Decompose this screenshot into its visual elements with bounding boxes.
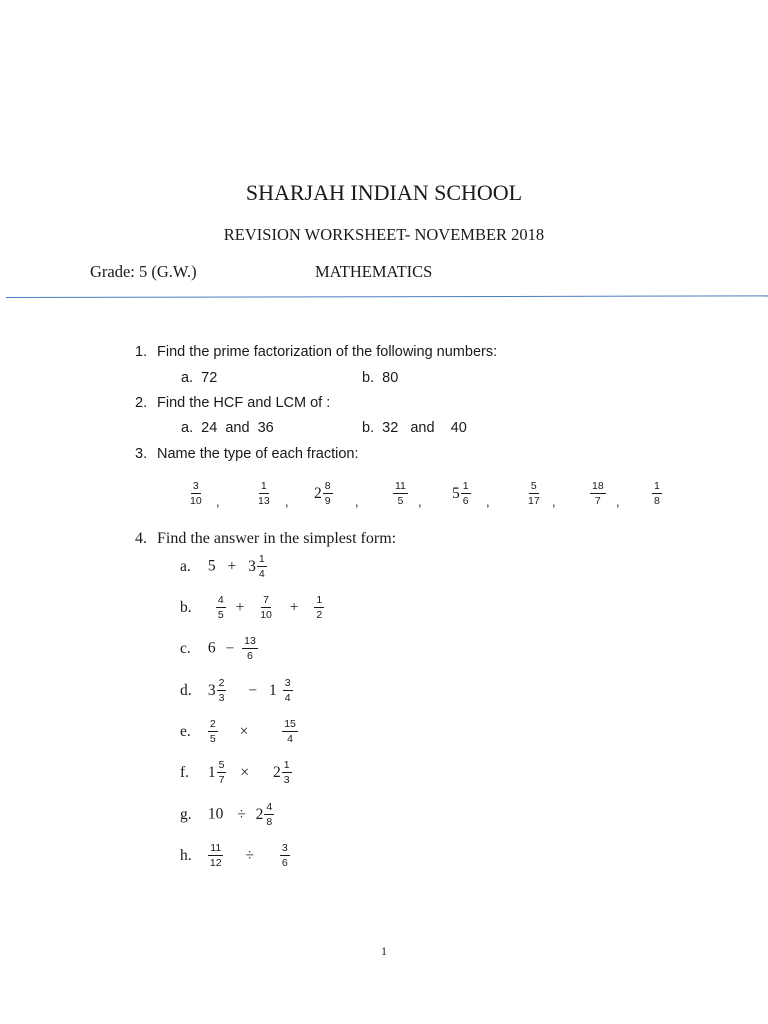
question-text: Find the prime factorization of the following numbers: bbox=[157, 344, 498, 360]
denominator: 10 bbox=[190, 495, 202, 508]
part-label: a. bbox=[181, 420, 194, 436]
whole-number: 1 bbox=[207, 763, 216, 781]
fraction bbox=[282, 759, 292, 786]
fraction-item bbox=[256, 480, 272, 507]
problem-label: a. bbox=[180, 557, 191, 575]
question-text: Find the HCF and LCM of : bbox=[157, 395, 331, 411]
whole-number: 1 bbox=[268, 681, 277, 699]
fraction bbox=[282, 718, 298, 745]
fraction bbox=[461, 480, 471, 507]
question-text: Name the type of each fraction: bbox=[157, 446, 359, 462]
comma-separator: , bbox=[216, 494, 220, 509]
question-2 bbox=[135, 395, 330, 411]
numerator: 1 bbox=[314, 594, 324, 608]
denominator: 13 bbox=[258, 495, 270, 508]
numerator: 1 bbox=[652, 480, 662, 494]
divide-operator: ÷ bbox=[237, 805, 246, 823]
numerator: 13 bbox=[242, 635, 258, 649]
fraction bbox=[242, 635, 258, 662]
numerator: 5 bbox=[217, 759, 227, 773]
problem-g bbox=[180, 801, 274, 828]
fraction bbox=[283, 677, 293, 704]
whole-number: 2 bbox=[272, 763, 281, 781]
denominator: 8 bbox=[266, 816, 273, 829]
denominator: 5 bbox=[209, 733, 216, 746]
numerator: 11 bbox=[393, 480, 408, 494]
fraction bbox=[258, 594, 274, 621]
numerator: 2 bbox=[217, 677, 227, 691]
numerator: 4 bbox=[216, 594, 226, 608]
operand: 10 bbox=[207, 805, 224, 823]
numerator: 2 bbox=[208, 718, 218, 732]
fraction-item bbox=[393, 480, 408, 507]
problem-label: h. bbox=[180, 846, 192, 864]
q2-part-b bbox=[362, 420, 467, 436]
fraction bbox=[208, 842, 224, 869]
q2-part-a bbox=[181, 420, 274, 436]
denominator: 3 bbox=[218, 692, 225, 705]
fraction bbox=[264, 801, 274, 828]
fraction bbox=[314, 594, 324, 621]
whole-number: 3 bbox=[248, 557, 256, 575]
denominator: 12 bbox=[209, 857, 222, 870]
denominator: 6 bbox=[281, 857, 288, 870]
problem-h bbox=[180, 842, 290, 869]
denominator: 4 bbox=[284, 692, 291, 705]
problem-e bbox=[180, 718, 298, 745]
fraction bbox=[208, 718, 218, 745]
header-divider bbox=[6, 295, 768, 298]
problem-label: e. bbox=[180, 722, 191, 740]
problem-label: b. bbox=[180, 598, 192, 616]
numerator: 11 bbox=[208, 842, 223, 856]
operand: 6 bbox=[207, 639, 216, 657]
numerator: 3 bbox=[283, 677, 293, 691]
part-value: 72 bbox=[201, 370, 218, 386]
numerator: 1 bbox=[282, 759, 292, 773]
school-name: SHARJAH INDIAN SCHOOL bbox=[245, 180, 523, 205]
comma-separator: , bbox=[285, 494, 289, 509]
denominator: 8 bbox=[654, 495, 660, 508]
fraction bbox=[188, 480, 204, 507]
grade-label: Grade: 5 (G.W.) bbox=[90, 262, 197, 281]
comma-separator: , bbox=[355, 494, 359, 509]
numerator: 18 bbox=[590, 480, 606, 494]
question-3 bbox=[135, 446, 359, 462]
problem-label: f. bbox=[180, 763, 190, 781]
denominator: 3 bbox=[283, 774, 290, 787]
part-value: 24 and 36 bbox=[201, 420, 274, 436]
fraction bbox=[323, 480, 333, 507]
fraction-item bbox=[526, 480, 542, 507]
denominator: 17 bbox=[528, 495, 540, 508]
fraction-item bbox=[188, 480, 204, 507]
denominator: 4 bbox=[258, 568, 265, 581]
times-operator: × bbox=[239, 722, 249, 740]
denominator: 9 bbox=[324, 495, 331, 508]
denominator: 4 bbox=[287, 733, 293, 746]
comma-separator: , bbox=[486, 494, 490, 509]
numerator: 4 bbox=[264, 801, 274, 815]
times-operator: × bbox=[240, 763, 250, 781]
whole-number: 3 bbox=[207, 681, 216, 699]
question-text: Find the answer in the simplest form: bbox=[157, 530, 397, 547]
problem-f bbox=[180, 759, 292, 786]
divide-operator: ÷ bbox=[245, 846, 254, 864]
numerator: 5 bbox=[529, 480, 539, 494]
denominator: 6 bbox=[247, 650, 253, 663]
plus-operator: + bbox=[289, 598, 299, 616]
question-number: 4. bbox=[135, 530, 147, 547]
problem-label: d. bbox=[180, 681, 192, 699]
problem-c bbox=[180, 635, 258, 662]
denominator: 10 bbox=[260, 609, 272, 622]
fraction-list bbox=[0, 480, 768, 516]
numerator: 1 bbox=[257, 553, 267, 567]
fraction-item bbox=[590, 480, 606, 507]
fraction bbox=[217, 677, 227, 704]
question-number: 1. bbox=[135, 344, 148, 360]
part-label: b. bbox=[362, 420, 375, 436]
fraction bbox=[526, 480, 542, 507]
problem-label: g. bbox=[180, 805, 192, 823]
comma-separator: , bbox=[616, 494, 620, 509]
denominator: 5 bbox=[397, 495, 404, 508]
part-label: a. bbox=[181, 370, 194, 386]
problem-label: c. bbox=[180, 639, 191, 657]
minus-operator: − bbox=[225, 639, 235, 657]
fraction bbox=[652, 480, 662, 507]
comma-separator: , bbox=[552, 494, 556, 509]
fraction bbox=[216, 594, 226, 621]
plus-operator: + bbox=[227, 557, 237, 575]
minus-operator: − bbox=[248, 681, 258, 699]
fraction bbox=[257, 553, 267, 580]
fraction bbox=[590, 480, 606, 507]
fraction bbox=[256, 480, 272, 507]
problem-b bbox=[180, 594, 324, 621]
comma-separator: , bbox=[418, 494, 422, 509]
fraction-item bbox=[314, 480, 333, 507]
part-value: 32 and 40 bbox=[382, 420, 467, 436]
q1-part-b bbox=[362, 370, 398, 386]
part-label: b. bbox=[362, 370, 375, 386]
numerator: 1 bbox=[461, 480, 471, 494]
numerator: 7 bbox=[261, 594, 271, 608]
problem-d bbox=[180, 677, 293, 704]
question-number: 2. bbox=[135, 395, 148, 411]
denominator: 7 bbox=[594, 495, 601, 508]
denominator: 7 bbox=[218, 774, 225, 787]
fraction-item bbox=[452, 480, 471, 507]
numerator: 15 bbox=[282, 718, 298, 732]
numerator: 8 bbox=[323, 480, 333, 494]
denominator: 5 bbox=[217, 609, 224, 622]
denominator: 2 bbox=[316, 609, 323, 622]
question-1 bbox=[135, 344, 497, 360]
worksheet-title: REVISION WORKSHEET- NOVEMBER 2018 bbox=[223, 225, 545, 244]
question-4 bbox=[135, 530, 396, 548]
fraction bbox=[393, 480, 408, 507]
fraction bbox=[280, 842, 290, 869]
part-value: 80 bbox=[382, 370, 399, 386]
whole-number: 5 bbox=[452, 484, 460, 502]
page-number: 1 bbox=[381, 944, 387, 958]
whole-number: 2 bbox=[255, 805, 264, 823]
whole-number: 2 bbox=[314, 484, 322, 502]
q1-part-a bbox=[181, 370, 217, 386]
denominator: 6 bbox=[462, 495, 469, 508]
question-number: 3. bbox=[135, 446, 148, 462]
plus-operator: + bbox=[235, 598, 245, 616]
numerator: 1 bbox=[259, 480, 269, 494]
subject-label: MATHEMATICS bbox=[315, 262, 433, 281]
operand: 5 bbox=[207, 557, 216, 575]
numerator: 3 bbox=[280, 842, 290, 856]
problem-a bbox=[180, 553, 267, 580]
numerator: 3 bbox=[191, 480, 201, 494]
fraction bbox=[217, 759, 227, 786]
fraction-item bbox=[652, 480, 662, 507]
